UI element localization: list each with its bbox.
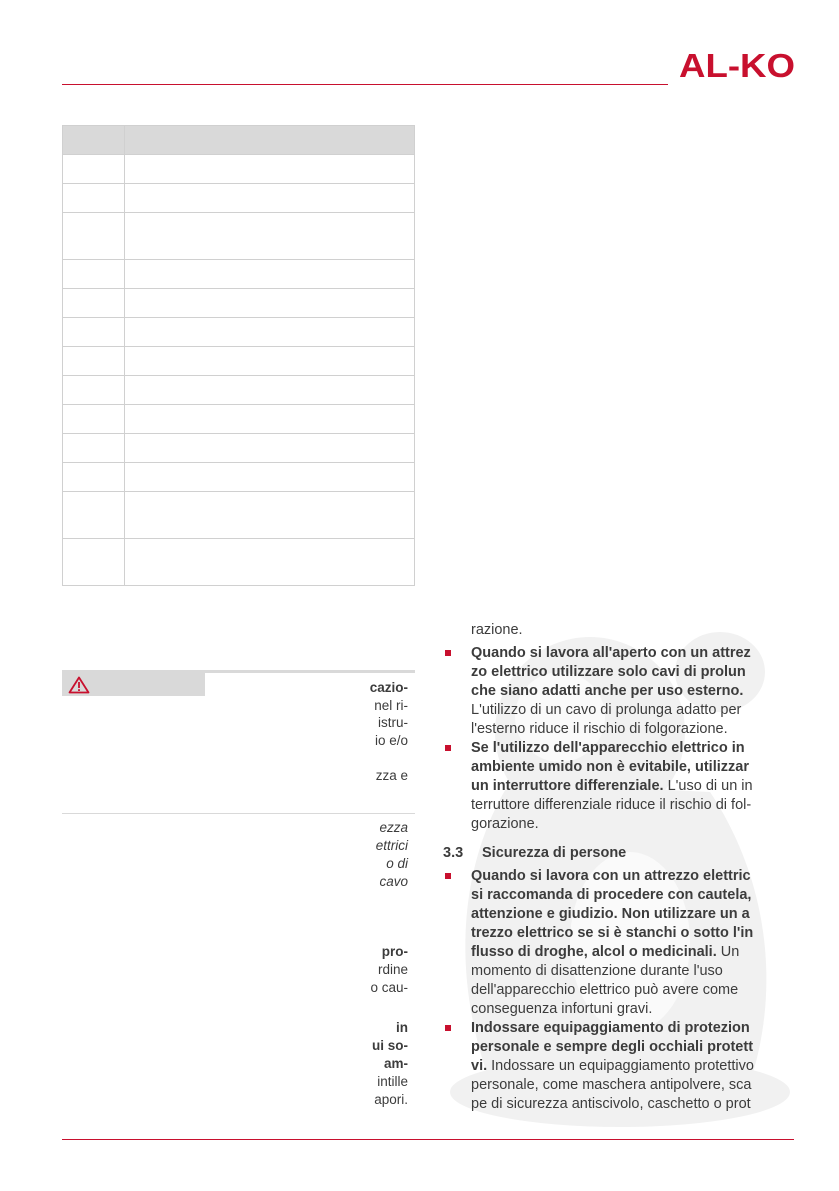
bullet-bold-line: trezzo elettrico se si è stanchi o sotto l'in bbox=[471, 925, 754, 941]
bullet-bold-line: che siano adatti anche per uso esterno. bbox=[471, 683, 744, 699]
svg-text:AL-KO: AL-KO bbox=[679, 48, 795, 82]
bullet-bold-line: si raccomanda di procedere con cautela, bbox=[471, 887, 752, 903]
bullet-bold-line: zo elettrico utilizzare solo cavi di prolun bbox=[471, 664, 746, 680]
text-fragment: ezza bbox=[379, 820, 408, 835]
bullet-bold-line: ambiente umido non è evitabile, utilizzar bbox=[471, 759, 749, 775]
text-fragment: apori. bbox=[374, 1092, 408, 1107]
section-heading: 3.3 Sicurezza di persone bbox=[443, 845, 627, 861]
table-row bbox=[63, 405, 415, 434]
body-text-line: un interruttore differenziale. L'uso di un in bbox=[471, 778, 753, 794]
body-text-line: conseguenza infortuni gravi. bbox=[471, 1001, 653, 1017]
text-fragment: am- bbox=[383, 1056, 408, 1071]
bullet-square bbox=[445, 873, 451, 879]
body-text-line: personale, come maschera antipolvere, sca bbox=[471, 1077, 752, 1093]
al-ko-logo bbox=[679, 48, 795, 82]
body-text-line: momento di disattenzione durante l'uso bbox=[471, 963, 723, 979]
body-text-line: l'esterno riduce il rischio di folgorazione. bbox=[471, 721, 728, 737]
warning-triangle-icon bbox=[68, 676, 90, 694]
bullet-square bbox=[445, 1025, 451, 1031]
text-fragment: intille bbox=[377, 1074, 408, 1089]
body-text-line: flusso di droghe, alcol o medicinali. Un bbox=[471, 944, 740, 960]
table-row bbox=[63, 260, 415, 289]
table-header-row bbox=[63, 126, 415, 155]
footer-rule bbox=[62, 1139, 794, 1140]
text-fragment: nel ri- bbox=[374, 698, 408, 713]
bullet-bold-line: Quando si lavora con un attrezzo elettric bbox=[471, 868, 751, 884]
bullet-bold-line: attenzione e giudizio. Non utilizzare un a bbox=[471, 906, 750, 922]
table-row bbox=[63, 463, 415, 492]
text-fragment: istru- bbox=[378, 715, 408, 730]
table-row bbox=[63, 213, 415, 260]
text-fragment: cazio- bbox=[369, 680, 408, 695]
bullet-bold-line: Indossare equipaggiamento di protezion bbox=[471, 1020, 750, 1036]
table-row bbox=[63, 434, 415, 463]
body-text-line: razione. bbox=[471, 622, 523, 638]
text-fragment: ettrici bbox=[375, 838, 408, 853]
bullet-square bbox=[445, 745, 451, 751]
text-fragment: rdine bbox=[377, 962, 408, 977]
body-text-line: dell'apparecchio elettrico può avere come bbox=[471, 982, 739, 998]
text-fragment: o cau- bbox=[370, 980, 408, 995]
text-fragment: cavo bbox=[379, 874, 408, 889]
table-row bbox=[63, 289, 415, 318]
table-row bbox=[63, 155, 415, 184]
empty-table bbox=[62, 125, 415, 586]
bullet-bold-line: Quando si lavora all'aperto con un attrez bbox=[471, 645, 751, 661]
text-fragment: io e/o bbox=[374, 733, 408, 748]
bullet-bold-line: Se l'utilizzo dell'apparecchio elettrico in bbox=[471, 740, 745, 756]
table-row bbox=[63, 492, 415, 539]
bullet-square bbox=[445, 650, 451, 656]
table-row bbox=[63, 347, 415, 376]
text-fragment: pro- bbox=[381, 944, 408, 959]
header-rule bbox=[62, 84, 668, 85]
body-text-line: vi. Indossare un equipaggiamento protettivo bbox=[471, 1058, 754, 1074]
text-fragment: ui so- bbox=[372, 1038, 408, 1053]
body-text-line: L'utilizzo di un cavo di prolunga adatto per bbox=[471, 702, 742, 718]
table-row bbox=[63, 376, 415, 405]
body-text-line: pe di sicurezza antiscivolo, caschetto o prot bbox=[471, 1096, 751, 1112]
text-fragment: o di bbox=[386, 856, 408, 871]
body-text-line: terruttore differenziale riduce il rischio di fol- bbox=[471, 797, 752, 813]
table-row bbox=[63, 318, 415, 347]
text-fragment: zza e bbox=[375, 768, 408, 783]
table-row bbox=[63, 184, 415, 213]
text-fragment: in bbox=[396, 1020, 408, 1035]
bullet-bold-line: personale e sempre degli occhiali protett bbox=[471, 1039, 754, 1055]
warning-box-bottom-rule bbox=[62, 813, 415, 814]
table-row bbox=[63, 539, 415, 586]
body-text-line: gorazione. bbox=[471, 816, 539, 832]
